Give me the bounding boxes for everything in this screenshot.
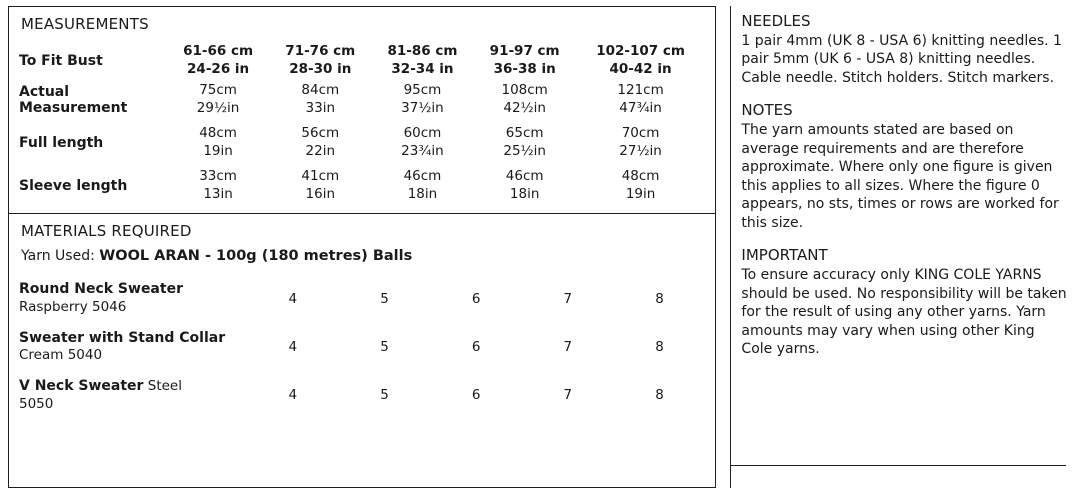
- yarn-used-value: WOOL ARAN - 100g (180 metres) Balls: [99, 248, 413, 265]
- measurements-title: MEASUREMENTS: [21, 15, 149, 33]
- cell-full-5-in: 27½in: [619, 142, 662, 159]
- cell-actual-2-cm: 84cm: [301, 82, 340, 99]
- cell-sleeve-4-cm: 46cm: [505, 168, 544, 185]
- needles-title: NEEDLES: [741, 12, 811, 30]
- cell-sleeve-3: [371, 162, 473, 205]
- material-item-round-neck-sweater: [19, 274, 247, 322]
- size-2-cm: 71-76 cm: [285, 43, 356, 59]
- yarn-used-line: [21, 248, 705, 264]
- important-body: To ensure accuracy only KING COLE YARNS should be used. No responsibility will be taken for the result of using any other yarns. Yarn amounts may vary when using other King Cole yarns.: [741, 267, 1067, 358]
- cell-full-3-in: 23¾in: [401, 142, 444, 159]
- qty-0-3: 6: [471, 290, 481, 307]
- to-fit-bust-label: To Fit Bust: [19, 52, 103, 69]
- material-shade-0: Raspberry 5046: [19, 298, 127, 315]
- measurements-section: [9, 7, 715, 214]
- cell-full-4-in: 25½in: [503, 142, 546, 159]
- cell-actual-3-cm: 95cm: [403, 82, 442, 99]
- qty-2-3: 6: [471, 387, 481, 404]
- yarn-used-label: Yarn Used:: [21, 248, 100, 265]
- row-label-line1: Actual: [19, 83, 70, 100]
- cell-actual-1: [167, 80, 269, 119]
- right-column: [730, 6, 1072, 488]
- notes-title: NOTES: [741, 101, 793, 120]
- measurements-table: [19, 41, 705, 205]
- size-header-4: [474, 41, 576, 80]
- cell-full-4-cm: 65cm: [505, 125, 544, 142]
- qty-2-2: 5: [380, 387, 389, 404]
- cell-full-2-cm: 56cm: [301, 125, 340, 142]
- table-row-actual-measurement: [19, 80, 705, 119]
- cell-actual-1-in: 29½in: [196, 99, 240, 116]
- cell-sleeve-5-cm: 48cm: [621, 168, 660, 185]
- cell-full-5: [576, 119, 706, 162]
- size-header-1: [167, 41, 269, 80]
- cell-sleeve-4: [474, 162, 576, 205]
- size-1-cm: 61-66 cm: [183, 43, 254, 59]
- cell-full-1-cm: 48cm: [199, 125, 237, 142]
- cell-full-2: [269, 119, 371, 162]
- cell-sleeve-4-in: 18in: [509, 185, 540, 202]
- table-row-sleeve-length: [19, 162, 705, 205]
- size-4-cm: 91-97 cm: [489, 43, 560, 59]
- qty-2-1: 4: [288, 387, 298, 404]
- cell-actual-3-in: 37½in: [401, 99, 444, 116]
- materials-section: [9, 214, 715, 487]
- size-4-in: 36-38 in: [493, 60, 556, 77]
- row-label-sleeve-length: Sleeve length: [19, 177, 128, 194]
- qty-1-4: 7: [563, 338, 573, 355]
- size-3-in: 32-34 in: [391, 60, 454, 77]
- cell-sleeve-1: [167, 162, 269, 205]
- size-3-cm: 81-86 cm: [387, 43, 458, 59]
- needles-body: 1 pair 4mm (UK 8 - USA 6) knitting needles. 1 pair 5mm (UK 6 - USA 8) knitting needles. Cable needle. Stitch holders. Stitch markers.: [741, 33, 1062, 86]
- cell-actual-2-in: 33in: [305, 99, 336, 116]
- table-row-sizes: [19, 41, 705, 80]
- row-label-actual-measurement: [19, 80, 167, 119]
- size-5-cm: 102-107 cm: [596, 43, 685, 59]
- cell-actual-5-cm: 121cm: [617, 82, 664, 99]
- cell-sleeve-2: [269, 162, 371, 205]
- qty-1-3: 6: [471, 338, 481, 355]
- material-item-v-neck-sweater: [19, 371, 247, 419]
- qty-0-2: 5: [380, 290, 389, 307]
- qty-2-4: 7: [563, 387, 573, 404]
- row-label-line2: Measurement: [19, 99, 128, 116]
- size-2-in: 28-30 in: [289, 60, 352, 77]
- cell-sleeve-2-cm: 41cm: [301, 168, 340, 185]
- material-shade-2: 5050: [19, 395, 54, 412]
- cell-sleeve-5-in: 19in: [625, 185, 656, 202]
- table-row: [19, 323, 705, 371]
- notes-body: The yarn amounts stated are based on average requirements and are therefore approximate. Where only one figure is given this applies to all sizes. Where the figure 0 appears, no sts, times or rows are worked for this size.: [741, 122, 1059, 231]
- cell-sleeve-1-cm: 33cm: [199, 168, 237, 185]
- size-1-in: 24-26 in: [187, 60, 250, 77]
- table-row-full-length: [19, 119, 705, 162]
- size-header-2: [269, 41, 371, 80]
- material-item-sweater-with-stand-collar: [19, 323, 247, 371]
- material-name-2-trailing: Steel: [143, 378, 182, 395]
- size-header-3: [371, 41, 473, 80]
- important-title: IMPORTANT: [741, 246, 828, 265]
- cell-actual-4-in: 42½in: [503, 99, 546, 116]
- cell-full-2-in: 22in: [305, 142, 336, 159]
- materials-table: [19, 274, 705, 419]
- size-5-in: 40-42 in: [609, 60, 672, 77]
- qty-0-1: 4: [288, 290, 298, 307]
- cell-actual-5-in: 47¾in: [619, 99, 662, 116]
- cell-sleeve-1-in: 13in: [203, 185, 233, 202]
- qty-0-4: 7: [563, 290, 573, 307]
- qty-1-2: 5: [380, 338, 389, 355]
- cell-actual-3: [371, 80, 473, 119]
- materials-title: MATERIALS REQUIRED: [21, 222, 192, 241]
- qty-2-5: 8: [655, 387, 664, 404]
- left-column: [8, 6, 716, 488]
- cell-full-1: [167, 119, 269, 162]
- cell-full-3: [371, 119, 473, 162]
- cell-sleeve-5: [576, 162, 706, 205]
- table-row: [19, 371, 705, 419]
- cell-full-4: [474, 119, 576, 162]
- cell-actual-2: [269, 80, 371, 119]
- material-name-0: Round Neck Sweater: [19, 281, 183, 298]
- material-name-1: Sweater with Stand Collar: [19, 329, 226, 346]
- qty-1-5: 8: [655, 338, 664, 355]
- qty-0-5: 8: [655, 290, 664, 307]
- table-row: [19, 274, 705, 322]
- cell-full-1-in: 19in: [203, 142, 233, 159]
- cell-actual-1-cm: 75cm: [199, 82, 237, 99]
- size-header-5: [576, 41, 706, 80]
- material-shade-1: Cream 5040: [19, 347, 103, 364]
- row-label-full-length: Full length: [19, 134, 104, 151]
- cell-full-5-cm: 70cm: [621, 125, 660, 142]
- material-name-2: V Neck Sweater: [19, 378, 144, 395]
- qty-1-1: 4: [288, 338, 298, 355]
- cell-sleeve-2-in: 16in: [305, 185, 336, 202]
- cell-actual-4: [474, 80, 576, 119]
- cell-actual-5: [576, 80, 706, 119]
- cell-sleeve-3-cm: 46cm: [403, 168, 442, 185]
- cell-actual-4-cm: 108cm: [501, 82, 548, 99]
- cell-sleeve-3-in: 18in: [407, 185, 438, 202]
- cell-full-3-cm: 60cm: [403, 125, 442, 142]
